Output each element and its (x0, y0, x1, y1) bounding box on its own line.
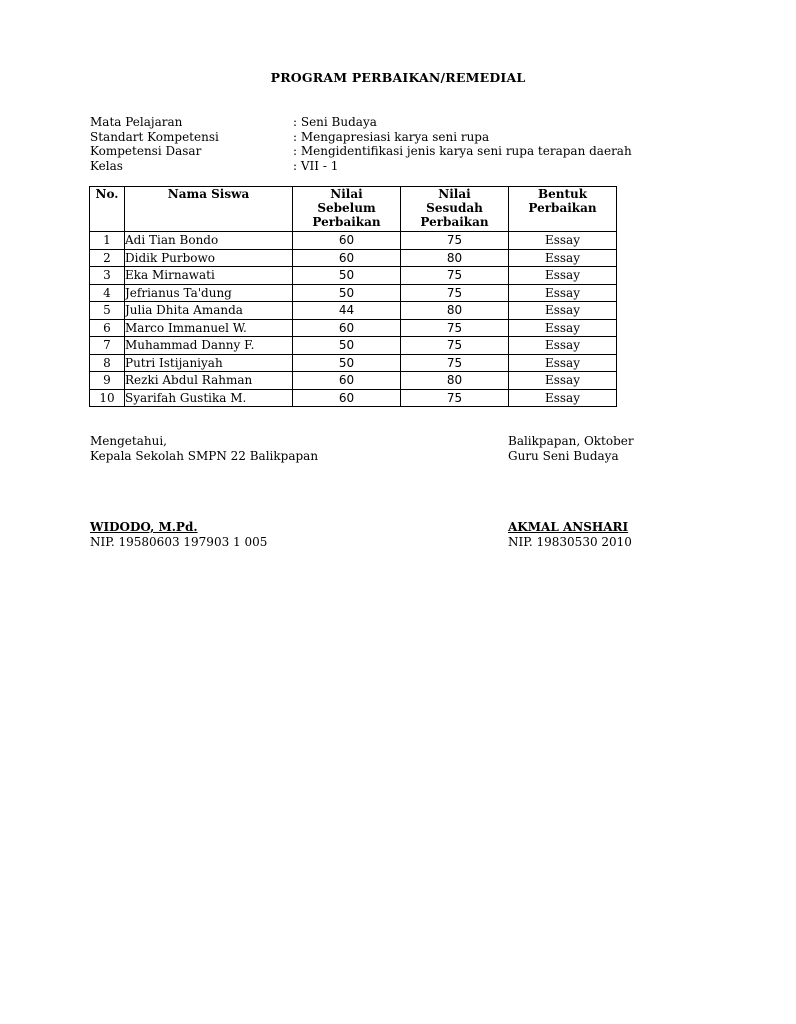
cell-no: 3 (90, 267, 125, 285)
cell-before: 60 (293, 232, 401, 250)
table-row (90, 302, 617, 320)
cell-form: Essay (509, 284, 617, 302)
cell-after: 75 (401, 267, 509, 285)
cell-before: 60 (293, 372, 401, 390)
header-before: Nilai Sebelum Perbaikan (293, 187, 401, 232)
table-row (90, 337, 617, 355)
table-row (90, 267, 617, 285)
table-row (90, 354, 617, 372)
cell-before: 50 (293, 267, 401, 285)
info-label: Kelas (90, 158, 123, 173)
cell-form: Essay (509, 302, 617, 320)
teacher-title: Guru Seni Budaya (508, 449, 619, 463)
table-row (90, 284, 617, 302)
cell-name: Marco Immanuel W. (125, 319, 293, 337)
cell-name: Adi Tian Bondo (125, 232, 293, 250)
principal-name: WIDODO, M.Pd. (90, 520, 198, 534)
info-block (90, 115, 632, 173)
cell-name: Muhammad Danny F. (125, 337, 293, 355)
acknowledged-label: Mengetahui, (90, 434, 167, 448)
cell-name: Eka Mirnawati (125, 267, 293, 285)
info-label: Mata Pelajaran (90, 115, 183, 129)
teacher-nip: NIP. 19830530 2010 (508, 535, 632, 549)
table-row (90, 232, 617, 250)
cell-no: 10 (90, 389, 125, 407)
cell-form: Essay (509, 354, 617, 372)
info-row-competency-standard (90, 130, 617, 145)
info-row-class (90, 159, 617, 174)
principal-title: Kepala Sekolah SMPN 22 Balikpapan (90, 449, 319, 463)
header-after: Nilai Sesudah Perbaikan (401, 187, 509, 232)
cell-form: Essay (509, 249, 617, 267)
table-row (90, 372, 617, 390)
cell-before: 44 (293, 302, 401, 320)
info-row-subject (90, 115, 617, 130)
cell-no: 2 (90, 249, 125, 267)
place-date: Balikpapan, Oktober (508, 434, 634, 448)
cell-before: 60 (293, 389, 401, 407)
cell-after: 75 (401, 232, 509, 250)
cell-after: 75 (401, 337, 509, 355)
info-label: Standart Kompetensi (90, 129, 219, 144)
cell-form: Essay (509, 319, 617, 337)
info-value: : Mengidentifikasi jenis karya seni rupa terapan daerah (293, 144, 632, 158)
remedial-table (89, 186, 617, 407)
header-form: Bentuk Perbaikan (509, 187, 617, 232)
document-title: PROGRAM PERBAIKAN/REMEDIAL (270, 70, 526, 85)
cell-after: 75 (401, 389, 509, 407)
info-value: : Seni Budaya (293, 115, 377, 129)
cell-form: Essay (509, 337, 617, 355)
cell-before: 50 (293, 337, 401, 355)
info-label: Kompetensi Dasar (90, 144, 202, 158)
cell-after: 80 (401, 372, 509, 390)
cell-after: 75 (401, 319, 509, 337)
cell-name: Jefrianus Ta'dung (125, 284, 293, 302)
info-row-basic-competency (90, 144, 632, 159)
cell-before: 50 (293, 354, 401, 372)
cell-no: 9 (90, 372, 125, 390)
cell-after: 75 (401, 284, 509, 302)
cell-after: 80 (401, 249, 509, 267)
cell-no: 7 (90, 337, 125, 355)
cell-form: Essay (509, 232, 617, 250)
cell-name: Julia Dhita Amanda (125, 302, 293, 320)
table-row (90, 319, 617, 337)
cell-name: Rezki Abdul Rahman (125, 372, 293, 390)
cell-before: 50 (293, 284, 401, 302)
cell-no: 8 (90, 354, 125, 372)
info-value: : Mengapresiasi karya seni rupa (293, 129, 490, 144)
cell-no: 4 (90, 284, 125, 302)
cell-after: 80 (401, 302, 509, 320)
cell-form: Essay (509, 372, 617, 390)
cell-no: 5 (90, 302, 125, 320)
cell-name: Didik Purbowo (125, 249, 293, 267)
cell-form: Essay (509, 389, 617, 407)
cell-after: 75 (401, 354, 509, 372)
table-header-row (90, 187, 617, 232)
cell-no: 6 (90, 319, 125, 337)
header-no: No. (90, 187, 125, 232)
info-value: : VII - 1 (293, 158, 339, 173)
header-name: Nama Siswa (125, 187, 293, 232)
table-row (90, 249, 617, 267)
table-row (90, 389, 617, 407)
cell-no: 1 (90, 232, 125, 250)
principal-nip: NIP. 19580603 197903 1 005 (90, 535, 268, 549)
cell-name: Putri Istijaniyah (125, 354, 293, 372)
cell-form: Essay (509, 267, 617, 285)
cell-before: 60 (293, 319, 401, 337)
cell-name: Syarifah Gustika M. (125, 389, 293, 407)
cell-before: 60 (293, 249, 401, 267)
teacher-name: AKMAL ANSHARI (508, 520, 629, 534)
